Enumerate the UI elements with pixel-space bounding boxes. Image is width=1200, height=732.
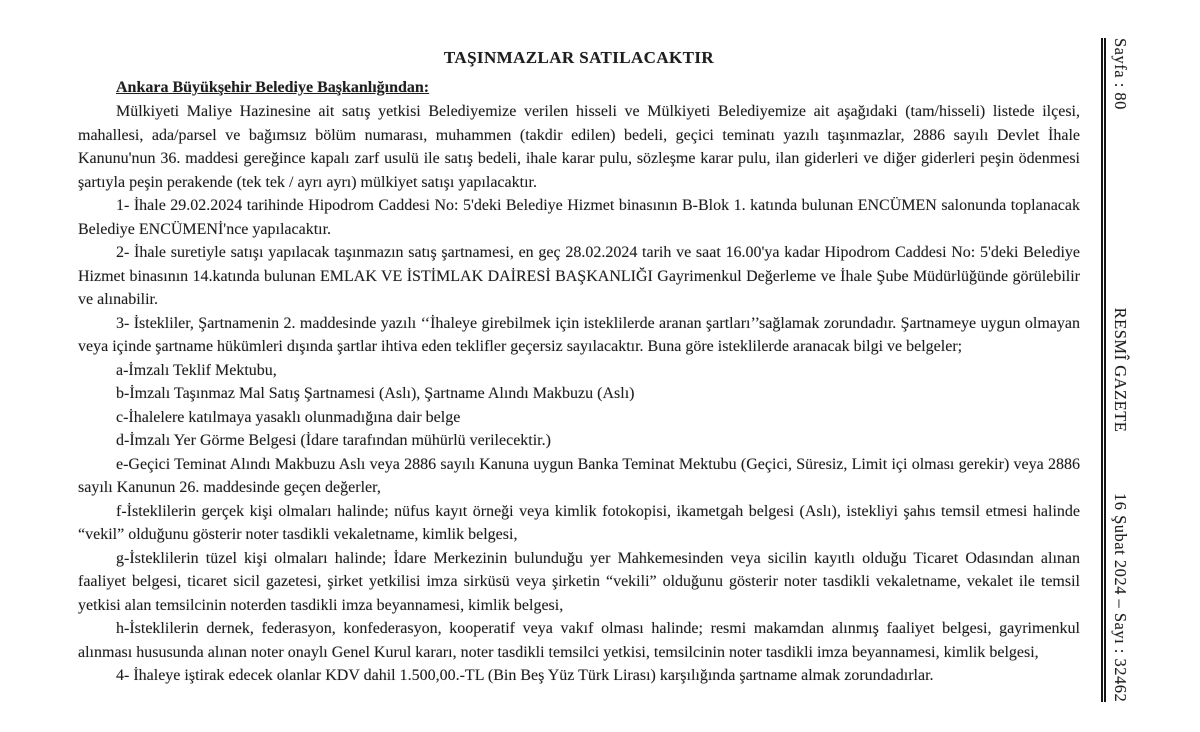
subitem-b: b-İmzalı Taşınmaz Mal Satış Şartnamesi (Aslı), Şartname Alındı Makbuzu (Aslı)	[116, 385, 635, 402]
issuer-heading: Ankara Büyükşehir Belediye Başkanlığından:	[116, 79, 430, 96]
subitem-a: a-İmzalı Teklif Mektubu,	[116, 361, 277, 379]
item-3-paragraph: 3- İstekliler, Şartnamenin 2. maddesinde yazılı ‘‘İhaleye girebilmek için isteklilerde aranan şartları’’sağlamak zorundadır. Şartnameye uygun olmayan veya içinde şartname hükümleri dışında şartlar ihtiva eden teklifler geçersiz sayılacaktır. Buna göre isteklilerde aranacak bilgi ve belgeler;	[78, 314, 1080, 355]
notice-body	[78, 46, 1080, 688]
subitem-f: f-İsteklilerin gerçek kişi olmaları halinde; nüfus kayıt örneği veya kimlik fotokopisi, ikametgah belgesi (Aslı), istekliyi şahıs temsil etmesi halinde “vekil” olduğunu gösterir noter tasdikli vekaletname, kimlik belgesi,	[78, 502, 1080, 543]
item-4-paragraph: 4- İhaleye iştirak edecek olanlar KDV dahil 1.500,00.-TL (Bin Beş Yüz Türk Lirası) karşılığında şartname almak zorundadırlar.	[116, 667, 934, 684]
gazette-edge-sidebar	[1101, 38, 1145, 702]
sidebar-date-issue: 16 Şubat 2024 – Sayı : 32462	[1111, 492, 1130, 702]
sidebar-gazette-title: RESMÎ GAZETE	[1111, 307, 1130, 433]
subitem-g: g-İsteklilerin tüzel kişi olmaları halinde; İdare Merkezinin bulunduğu yer Mahkemesinden veya sicilin kayıtlı olduğu Ticaret Odasından alınan faaliyet belgesi, ticaret sicil gazetesi, şirket yetkilisi imza sirküsü veya şirketin “vekili” olduğunu gösterir noter tasdikli vekaletname, vekalet ile temsil yetkisi alan temsilcinin noterden tasdikli imza beyannamesi, kimlik belgesi,	[78, 549, 1080, 614]
subitem-d: d-İmzalı Yer Görme Belgesi (İdare tarafından mühürlü verilecektir.)	[116, 432, 551, 449]
subitem-e: e-Geçici Teminat Alındı Makbuzu Aslı veya 2886 sayılı Kanuna uygun Banka Teminat Mektubu (Geçici, Süresiz, Limit içi olması gerekir) veya 2886 sayılı Kanunun 26. maddesinde geçen değerler,	[78, 455, 1080, 496]
item-2-paragraph: 2- İhale suretiyle satışı yapılacak taşınmazın satış şartnamesi, en geç 28.02.2024 tarih ve saat 16.00'ya kadar Hipodrom Caddesi No: 5'deki Belediye Hizmet binasının 14.katında bulunan EMLAK VE İSTİMLAK DAİRESİ BAŞKANLIĞI Gayrimenkul Değerleme ve İhale Şube Müdürlüğünde görülebilir ve alınabilir.	[78, 244, 1080, 308]
vertical-double-rule	[1101, 38, 1106, 702]
intro-paragraph: Mülkiyeti Maliye Hazinesine ait satış yetkisi Belediyemize verilen hisseli ve Mülkiyeti Belediyemize ait aşağıdaki (tam/hisseli) listede ilçesi, mahallesi, ada/parsel ve bağımsız bölüm numarası, muhammen (takdir edilen) bedeli, geçici teminatı yazılı taşınmazlar, 2886 sayılı Devlet İhale Kanunu'nun 36. maddesi gereğince kapalı zarf usulü ile satış bedeli, ihale karar pulu, sözleşme karar pulu, ilan giderleri ve diğer giderleri peşin ödenmesi şartıyla peşin perakende (tek tek / ayrı ayrı) mülkiyet satışı yapılacaktır.	[78, 103, 1080, 191]
item-1-paragraph: 1- İhale 29.02.2024 tarihinde Hipodrom Caddesi No: 5'deki Belediye Hizmet binasının B-Blok 1. katında bulunan ENCÜMEN salonunda toplanacak Belediye ENCÜMENİ'nce yapılacaktır.	[78, 197, 1080, 238]
sidebar-page-number: Sayfa : 80	[1111, 38, 1130, 110]
page-title: TAŞINMAZLAR SATILACAKTIR	[443, 48, 715, 67]
subitem-c: c-İhalelere katılmaya yasaklı olunmadığına dair belge	[116, 408, 461, 426]
subitem-h: h-İsteklilerin dernek, federasyon, konfederasyon, kooperatif veya vakıf olması halinde; resmi makamdan alınmış faaliyet belgesi, gayrimenkul alınması hususunda alınan noter onaylı Genel Kurul kararı, noter tasdikli temsilci yetkisi, temsilcinin noter tasdikli imza beyannamesi, kimlik belgesi,	[78, 620, 1080, 661]
